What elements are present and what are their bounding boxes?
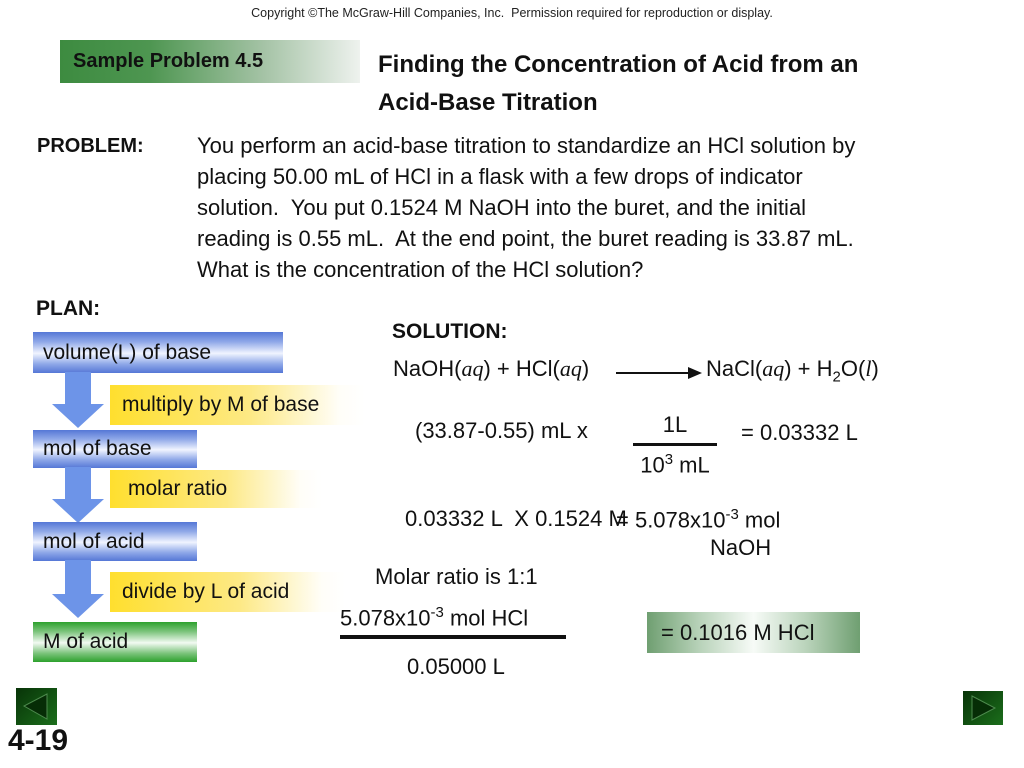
problem-line: You perform an acid-base titration to standardize an HCl solution by bbox=[197, 133, 856, 158]
down-arrow-icon bbox=[65, 372, 91, 405]
slide-title-line2: Acid-Base Titration bbox=[378, 89, 598, 116]
plan-label: PLAN: bbox=[36, 297, 101, 320]
plan-box-mol-of-base: mol of base bbox=[33, 430, 197, 468]
prev-slide-button[interactable] bbox=[16, 688, 57, 725]
fraction-denominator: $10^3$ mL bbox=[640, 451, 710, 478]
down-arrow-icon bbox=[65, 560, 91, 595]
down-arrow-icon bbox=[52, 499, 104, 523]
problem-line: placing 50.00 mL of HCl in a flask with a few drops of indicator bbox=[197, 164, 803, 189]
down-arrow-icon bbox=[65, 467, 91, 500]
fraction-numerator: 1L bbox=[662, 412, 688, 437]
molar-ratio-note: Molar ratio is 1:1 bbox=[375, 564, 538, 589]
copyright-text: Copyright ©The McGraw-Hill Companies, Inc. Permission required for reproduction or display. bbox=[251, 6, 773, 20]
problem-line: solution. You put 0.1524 M NaOH into the buret, and the initial bbox=[197, 195, 807, 220]
final-result-box: = 0.1016 M HCl bbox=[647, 612, 860, 653]
fraction-bar bbox=[633, 443, 717, 446]
equation-products: NaCl(aq) + $H_2O(l)$ bbox=[706, 356, 879, 386]
plan-op-molar-ratio: molar ratio bbox=[110, 470, 322, 508]
moles-result-species: NaOH bbox=[710, 535, 772, 560]
plan-op-divide-by-l: divide by L of acid bbox=[110, 572, 345, 612]
problem-label: PROBLEM: bbox=[37, 135, 144, 157]
plan-op-multiply-by-m: multiply by M of base bbox=[110, 385, 365, 425]
volume-result: = 0.03332 L bbox=[741, 420, 858, 445]
equation-reactants: NaOH(aq) + HCl(aq) bbox=[393, 356, 590, 381]
slide-title-line1: Finding the Concentration of Acid from an bbox=[378, 51, 859, 78]
plan-box-volume-of-base: volume(L) of base bbox=[33, 332, 283, 373]
plan-box-mol-of-acid: mol of acid bbox=[33, 522, 197, 561]
next-slide-button[interactable] bbox=[963, 691, 1003, 725]
final-fraction-numerator: $5.078x10^{-3}$ mol HCl bbox=[340, 604, 529, 631]
prev-triangle-icon bbox=[16, 688, 57, 725]
volume-conversion-expression: (33.87-0.55) mL x bbox=[415, 418, 588, 443]
problem-line: reading is 0.55 mL. At the end point, the buret reading is 33.87 mL. bbox=[197, 226, 854, 251]
down-arrow-icon bbox=[52, 594, 104, 618]
page-number: 4-19 bbox=[8, 724, 69, 757]
solution-label: SOLUTION: bbox=[392, 320, 508, 343]
plan-box-m-of-acid: M of acid bbox=[33, 622, 197, 662]
final-fraction-denominator: 0.05000 L bbox=[407, 654, 505, 679]
reaction-arrow-icon bbox=[616, 366, 702, 385]
sample-problem-banner: Sample Problem 4.5 bbox=[60, 40, 360, 83]
problem-line: What is the concentration of the HCl solution? bbox=[197, 257, 644, 282]
next-triangle-icon bbox=[963, 691, 1003, 725]
down-arrow-icon bbox=[52, 404, 104, 428]
problem-text bbox=[197, 130, 987, 285]
moles-expression: 0.03332 L X 0.1524 M bbox=[405, 506, 627, 531]
final-fraction-bar bbox=[340, 635, 566, 639]
moles-result: = $5.078x10^{-3}$ mol bbox=[616, 506, 781, 533]
